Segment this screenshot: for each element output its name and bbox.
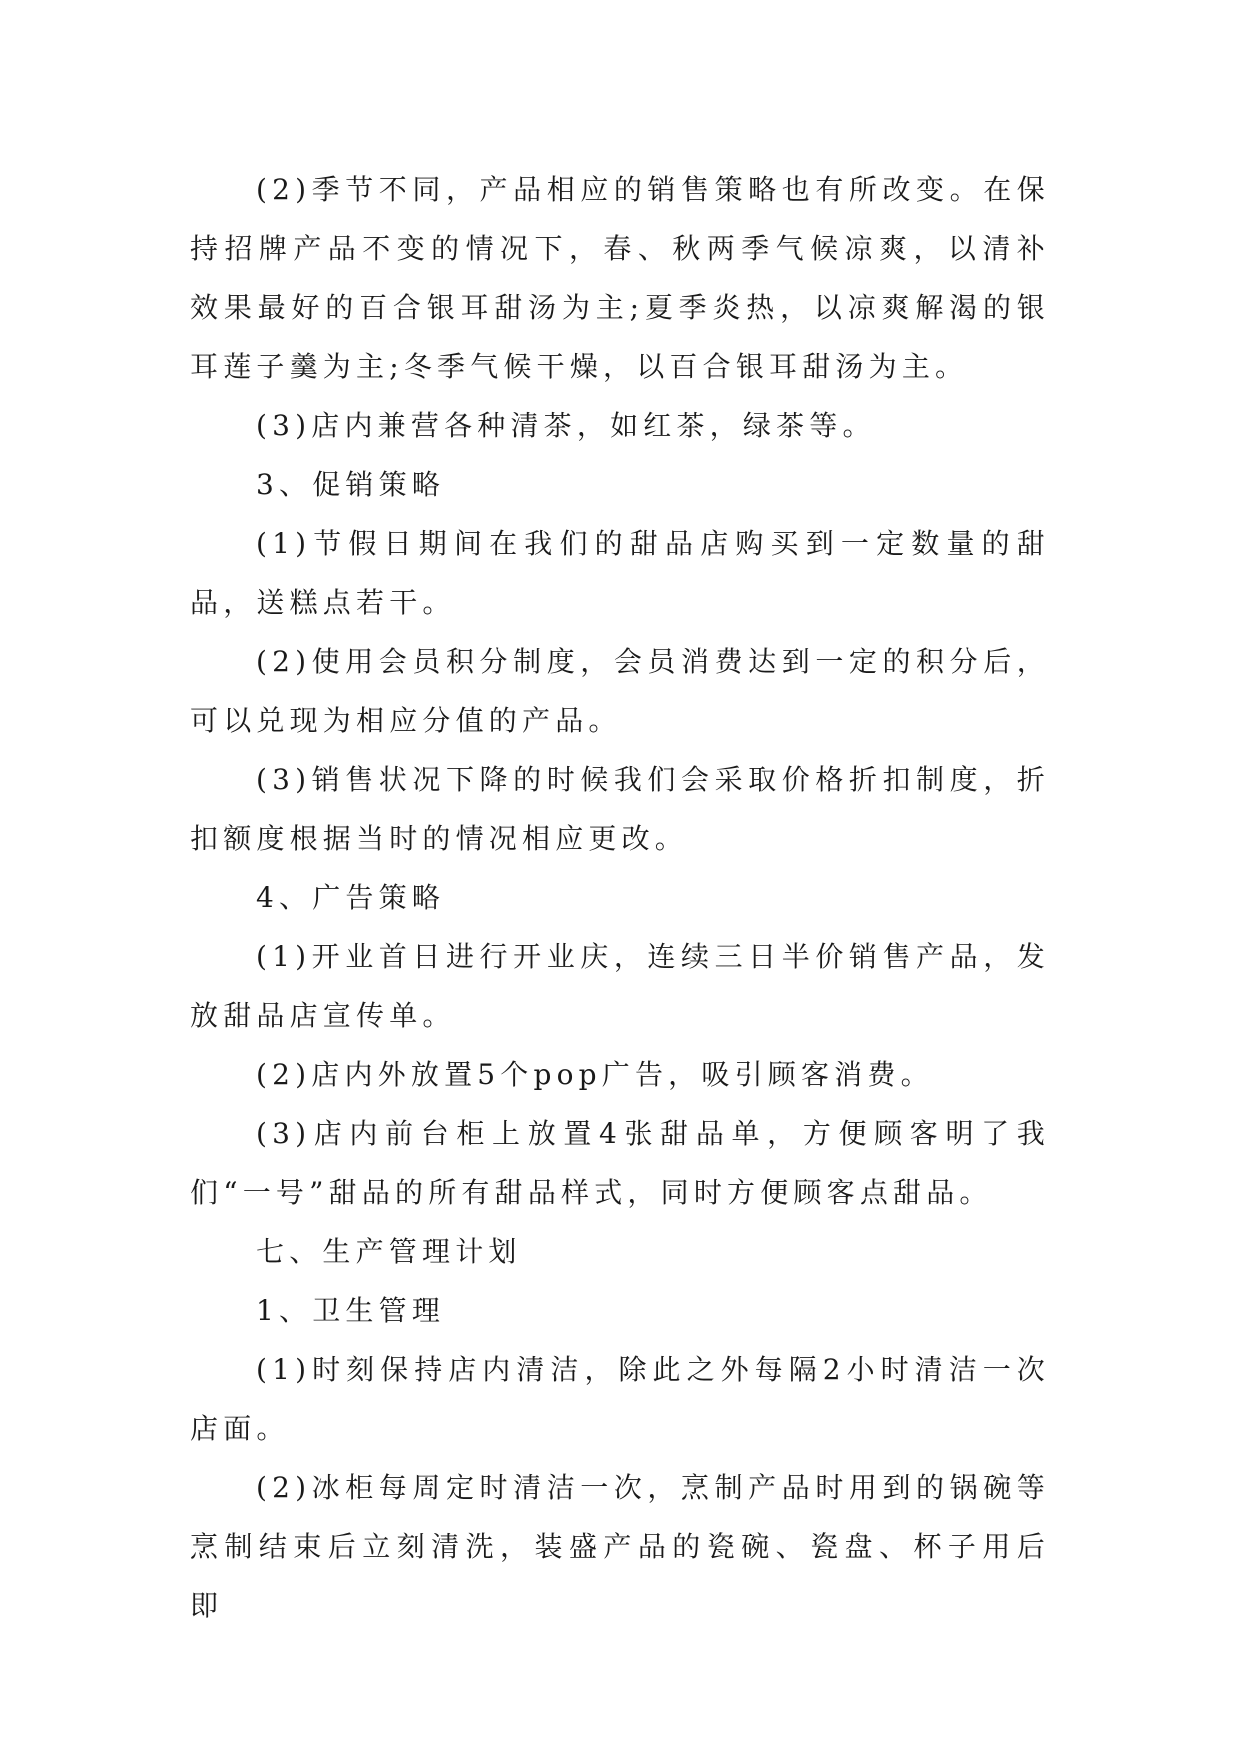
paragraph-promotion-holiday: (1)节假日期间在我们的甜品店购买到一定数量的甜品，送糕点若干。 bbox=[190, 527, 1050, 619]
chapter-heading-production-management: 七、生产管理计划 bbox=[256, 1235, 522, 1268]
paragraph-sales-strategy-seasonal: (2)季节不同，产品相应的销售策略也有所改变。在保持招牌产品不变的情况下，春、秋两季气候凉爽，以清补效果最好的百合银耳甜汤为主;夏季炎热，以凉爽解渴的银耳莲子羹为主;冬季气候干燥，以百合银耳甜汤为主。 bbox=[190, 173, 1050, 383]
paragraph-advertising-pop: (2)店内外放置5个pop广告，吸引顾客消费。 bbox=[256, 1058, 934, 1091]
paragraph-hygiene-equipment: (2)冰柜每周定时清洁一次，烹制产品时用到的锅碗等烹制结束后立刻清洗，装盛产品的瓷碗、瓷盘、杯子用后即 bbox=[190, 1471, 1050, 1622]
paragraph-advertising-opening: (1)开业首日进行开业庆，连续三日半价销售产品，发放甜品店宣传单。 bbox=[190, 940, 1050, 1032]
section-heading-promotion-strategy: 3、促销策略 bbox=[256, 468, 446, 501]
document-body bbox=[190, 160, 1050, 1635]
paragraph-promotion-membership: (2)使用会员积分制度，会员消费达到一定的积分后，可以兑现为相应分值的产品。 bbox=[190, 645, 1050, 737]
paragraph-advertising-menu: (3)店内前台柜上放置4张甜品单，方便顾客明了我们“一号”甜品的所有甜品样式，同时方便顾客点甜品。 bbox=[190, 1117, 1050, 1209]
paragraph-sales-strategy-tea: (3)店内兼营各种清茶，如红茶，绿茶等。 bbox=[256, 409, 876, 442]
paragraph-hygiene-cleaning: (1)时刻保持店内清洁，除此之外每隔2小时清洁一次店面。 bbox=[190, 1353, 1050, 1445]
paragraph-promotion-discount: (3)销售状况下降的时候我们会采取价格折扣制度，折扣额度根据当时的情况相应更改。 bbox=[190, 763, 1050, 855]
section-heading-advertising-strategy: 4、广告策略 bbox=[256, 881, 446, 914]
section-heading-hygiene-management: 1、卫生管理 bbox=[256, 1294, 446, 1327]
